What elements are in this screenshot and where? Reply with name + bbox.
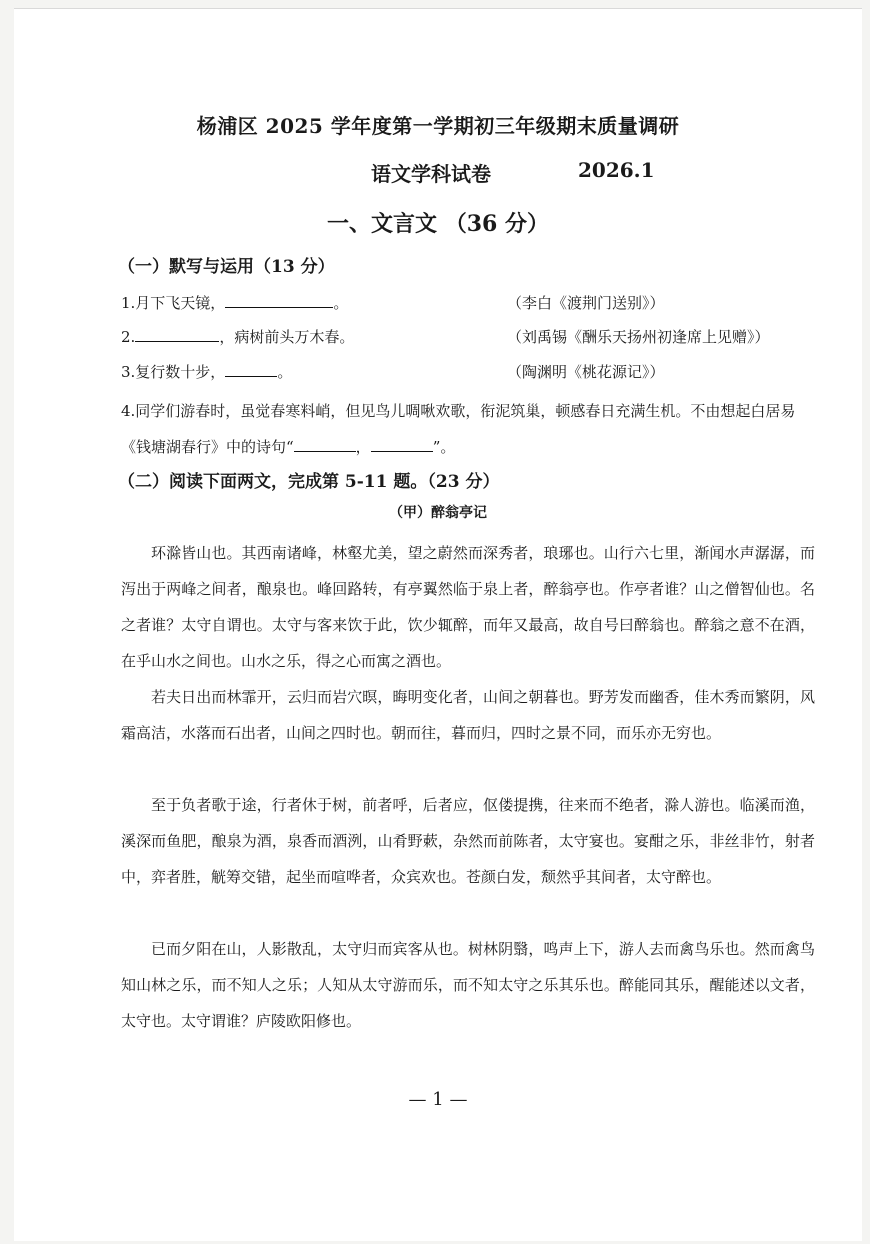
exam-title: 杨浦区 2025 学年度第一学期初三年级期末质量调研 <box>196 114 680 138</box>
question-1 <box>121 292 348 313</box>
question-4-text: 4.同学们游春时，虽觉春寒料峭，但见鸟儿啁啾欢歌，衔泥筑巢，顿感春日充满生机。不由想起白居易《钱塘湖春行》中的诗句“ <box>121 402 796 456</box>
answer-blank-4b[interactable] <box>371 436 433 452</box>
question-2-source: （刘禹锡《酬乐天扬州初逢席上见赠》） <box>507 328 770 346</box>
page-number: — 1 — <box>408 1089 468 1110</box>
question-3 <box>121 361 292 382</box>
question-1-source: （李白《渡荆门送别》） <box>507 294 665 312</box>
question-4 <box>121 393 815 465</box>
exam-page <box>14 8 862 1241</box>
exam-subtitle <box>14 158 862 184</box>
answer-blank-3[interactable] <box>225 361 277 377</box>
essay-title: （甲）醉翁亭记 <box>389 505 487 521</box>
essay-paragraph-3: 至于负者歌于途，行者休于树，前者呼，后者应，伛偻提携，往来而不绝者，滁人游也。临溪而渔，溪深而鱼肥，酿泉为酒，泉香而酒洌，山肴野蔌，杂然而前陈者，太守宴也。宴酣之乐，非丝非竹，射者中，弈者胜，觥筹交错，起坐而喧哗者，众宾欢也。苍颜白发，颓然乎其间者，太守醉也。 <box>121 796 815 886</box>
question-3-source: （陶渊明《桃花源记》） <box>507 363 665 381</box>
question-1-before: 1.月下飞天镜， <box>121 294 226 312</box>
question-3-after: 。 <box>277 363 293 381</box>
question-4-mid: ， <box>355 438 371 456</box>
essay-paragraph-4: 已而夕阳在山，人影散乱，太守归而宾客从也。树林阴翳，鸣声上下，游人去而禽鸟乐也。然而禽鸟知山林之乐，而不知人之乐；人知从太守游而乐，而不知太守之乐其乐也。醉能同其乐，醒能述以文者，太守也。太守谓谁？庐陵欧阳修也。 <box>121 940 815 1030</box>
section-title: 一、文言文 （36 分） <box>327 211 549 237</box>
exam-date: 2026.1 <box>578 158 655 182</box>
essay-paragraph-2: 若夫日出而林霏开，云归而岩穴暝，晦明变化者，山间之朝暮也。野芳发而幽香，佳木秀而繁阴，风霜高洁，水落而石出者，山间之四时也。朝而往，暮而归，四时之景不同，而乐亦无穷也。 <box>121 688 815 742</box>
answer-blank-1[interactable] <box>225 292 333 308</box>
answer-blank-4a[interactable] <box>294 436 356 452</box>
question-3-before: 3.复行数十步， <box>121 363 226 381</box>
question-2-after: ，病树前头万木春。 <box>219 328 355 346</box>
question-2-before: 2. <box>121 328 136 346</box>
part1-heading: （一）默写与运用（13 分） <box>118 257 335 277</box>
question-4-end: ”。 <box>432 438 456 456</box>
essay-paragraph-1: 环滁皆山也。其西南诸峰，林壑尤美，望之蔚然而深秀者，琅琊也。山行六七里，渐闻水声潺潺，而泻出于两峰之间者，酿泉也。峰回路转，有亭翼然临于泉上者，醉翁亭也。作亭者谁？山之僧智仙也。名之者谁？太守自谓也。太守与客来饮于此，饮少辄醉，而年又最高，故自号曰醉翁也。醉翁之意不在酒，在乎山水之间也。山水之乐，得之心而寓之酒也。 <box>121 544 815 670</box>
subject-name: 语文学科试卷 <box>371 162 491 186</box>
question-1-after: 。 <box>333 294 349 312</box>
question-2 <box>121 326 354 347</box>
part2-heading: （二）阅读下面两文，完成第 5-11 题。（23 分） <box>118 472 500 492</box>
answer-blank-2[interactable] <box>135 326 219 342</box>
